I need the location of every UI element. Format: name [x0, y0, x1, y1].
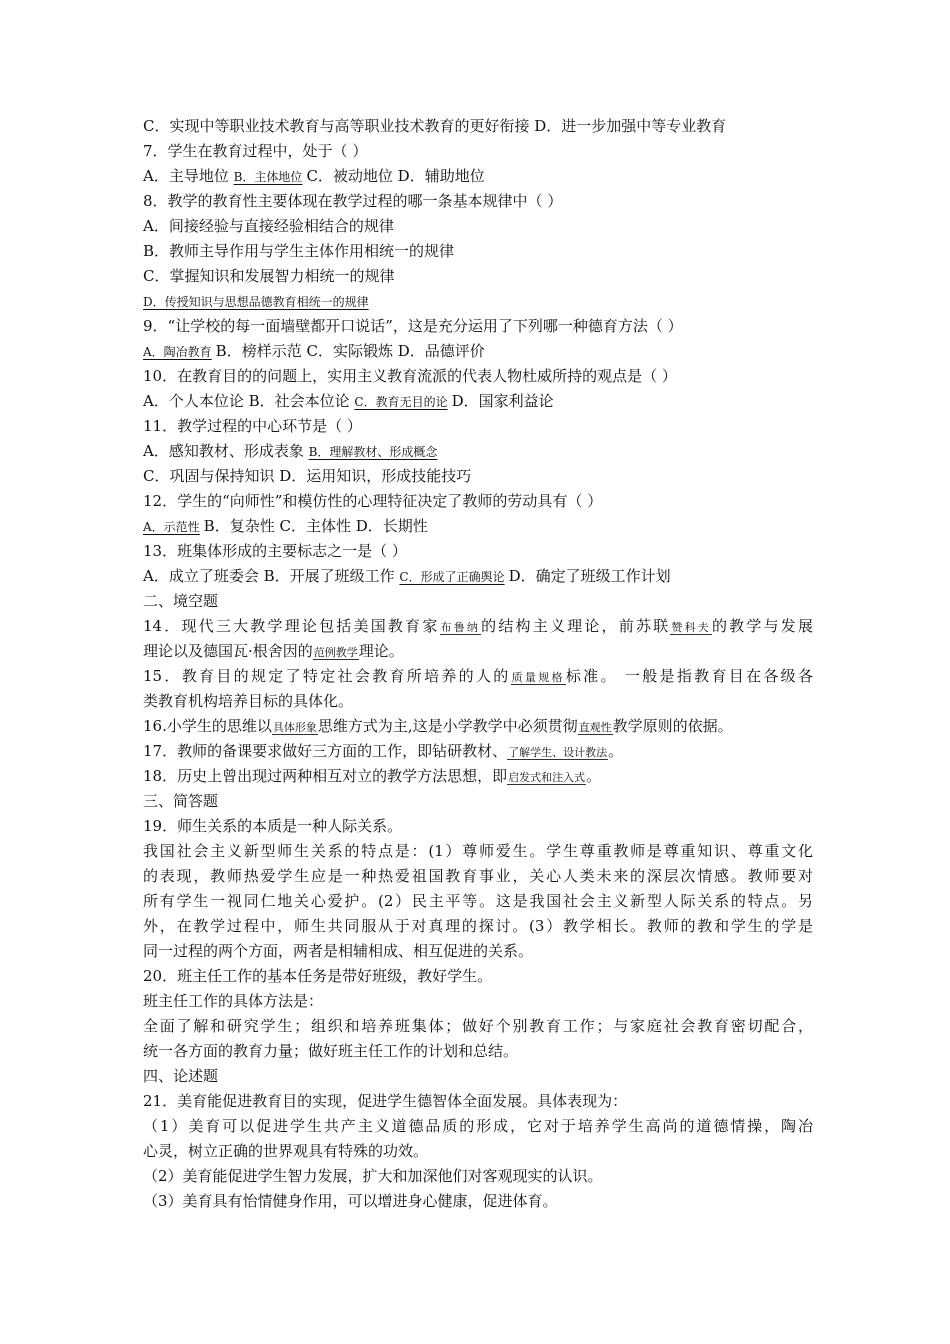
fill-answer: 布鲁纳	[440, 621, 481, 634]
fill-answer: 直观性	[578, 721, 612, 734]
answer-mark: C．形成了正确舆论	[399, 570, 505, 584]
question-11: 11．教学过程的中心环节是（ ）	[143, 417, 362, 435]
question-8: 8．教学的教育性主要体现在教学过程的哪一条基本规律中（ ）	[143, 192, 563, 210]
text-line: C．实现中等职业技术教育与高等职业技术教育的更好衔接 D．进一步加强中等专业教育	[143, 117, 727, 135]
fill-answer: 启发式和注入式	[508, 771, 586, 784]
q8-option-c: C．掌握知识和发展智力相统一的规律	[143, 267, 395, 285]
question-21: 21．美育能促进教育目的实现，促进学生德智体全面发展。具体表现为：	[143, 1092, 628, 1110]
q8-option-d	[143, 289, 813, 314]
q13-options: A．成立了班委会 B．开展了班级工作 C．形成了正确舆论 D．确定了班级工作计划	[143, 567, 671, 585]
q21-point-1: （1）美育可以促进学生共产主义道德品质的形成，它对于培养学生高尚的道德情操，陶冶 心灵，树立正确的世界观具有特殊的功效。	[143, 1117, 813, 1160]
question-14: 14．现代三大教学理论包括美国教育家布鲁纳的结构主义理论，前苏联赞科夫的教学与发展 理论以及德国瓦·根舍因的范例教学理论。	[143, 617, 813, 660]
question-10: 10．在教育目的的问题上，实用主义教育流派的代表人物杜威所持的观点是（ ）	[143, 367, 677, 385]
section-heading: 三、简答题	[143, 792, 219, 810]
q7-options: A．主导地位 B．主体地位 C．被动地位 D．辅助地位	[143, 167, 485, 185]
question-20: 20．班主任工作的基本任务是带好班级，教好学生。	[143, 967, 493, 985]
q11-options: A．感知教材、形成表象 B．理解教材、形成概念	[143, 439, 813, 464]
question-12: 12．学生的“向师性”和模仿性的心理特征决定了教师的劳动具有（ ）	[143, 492, 603, 510]
fill-answer: 质量规格	[511, 671, 565, 684]
q11-options-2: C．巩固与保持知识 D．运用知识，形成技能技巧	[143, 467, 472, 485]
question-13: 13．班集体形成的主要标志之一是（ ）	[143, 542, 407, 560]
answer-mark: C．教育无目的论	[354, 395, 448, 409]
q8-option-b: B．教师主导作用与学生主体作用相统一的规律	[143, 242, 455, 260]
fill-answer: 范例教学	[313, 646, 358, 659]
q12-options: A．示范性 B．复杂性 C．主体性 D．长期性	[143, 517, 428, 535]
answer-mark: A．示范性	[143, 520, 200, 534]
q10-options: A．个人本位论 B．社会本位论 C．教育无目的论 D．国家利益论	[143, 392, 554, 410]
question-7: 7．学生在教育过程中，处于（ ）	[143, 142, 368, 160]
question-17: 17．教师的备课要求做好三方面的工作，即钻研教材、了解学生、设计教法。	[143, 742, 624, 760]
question-18: 18．历史上曾出现过两种相互对立的教学方法思想，即启发式和注入式。	[143, 767, 602, 785]
answer-mark: B．理解教材、形成概念	[308, 445, 438, 459]
section-heading: 二、境空题	[143, 592, 219, 610]
question-15: 15．教育目的规定了特定社会教育所培养的人的质量规格标准。 一般是指教育目在各级各 类教育机构培养目标的具体化。	[143, 667, 813, 710]
fill-answer: 赞科夫	[671, 621, 711, 634]
question-16: 16.小学生的思维以具体形象思维方式为主,这是小学教学中必须贯彻直观性教学原则的依据。	[143, 717, 733, 735]
answer-mark: A．陶冶教育	[143, 345, 212, 359]
fill-answer: 具体形象	[272, 721, 317, 734]
answer-mark: D．传授知识与思想品德教育相统一的规律	[143, 295, 369, 309]
document-page	[143, 114, 813, 1214]
q21-point-3: （3）美育具有怡情健身作用，可以增进身心健康，促进体育。	[143, 1192, 558, 1210]
q20-answer: 全面了解和研究学生；组织和培养班集体；做好个别教育工作；与家庭社会教育密切配合， 统一各方面的教育力量；做好班主任工作的计划和总结。	[143, 1017, 813, 1060]
question-9: 9．“让学校的每一面墙壁都开口说话”，这是充分运用了下列哪一种德育方法（ ）	[143, 317, 683, 335]
q21-point-2: （2）美育能促进学生智力发展，扩大和加深他们对客观现实的认识。	[143, 1167, 603, 1185]
question-19: 19．师生关系的本质是一种人际关系。	[143, 817, 403, 835]
q8-option-a: A．间接经验与直接经验相结合的规律	[143, 217, 394, 235]
fill-answer: 了解学生、设计教法	[508, 746, 608, 759]
q9-options: A．陶冶教育 B．榜样示范 C．实际锻炼 D．品德评价	[143, 342, 485, 360]
section-heading: 四、论述题	[143, 1067, 219, 1085]
q19-answer: 我国社会主义新型师生关系的特点是：(1）尊师爱生。学生尊重教师是尊重知识、尊重文化 的表现，教师热爱学生应是一种热爱祖国教育事业，关心人类未来的深层次情感。教师要对 所有学生一视同仁地关心爱护。(2）民主平等。这是我国社会主义新型人际关系的特点。另 外，在教学过程中，师生共同服从于对真理的探讨。(3）教学相长。教师的教和学生的学是 同一过程的两个方面，两者是相辅相成、相互促进的关系。	[143, 842, 813, 960]
answer-mark: B．主体地位	[233, 170, 303, 184]
q20-subheading: 班主任工作的具体方法是：	[143, 992, 324, 1010]
